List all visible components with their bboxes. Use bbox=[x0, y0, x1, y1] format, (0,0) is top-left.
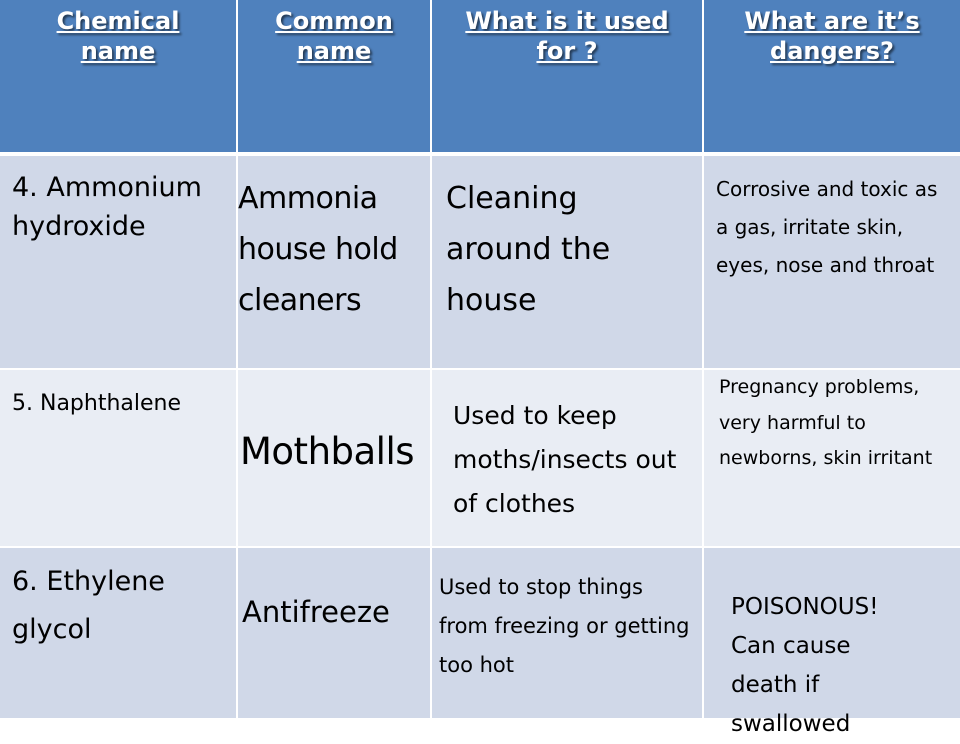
use-text: Used to keep moths/insects out of clothes bbox=[453, 401, 677, 518]
danger-text: POISONOUS! Can cause death if swallowed bbox=[731, 594, 879, 737]
chemical-name-text: 6. Ethylene glycol bbox=[12, 566, 165, 645]
table-row-6-use-cell bbox=[432, 548, 704, 720]
danger-text: Pregnancy problems, very harmful to newborns, skin irritant bbox=[719, 376, 933, 469]
table-row-5-chemical-cell bbox=[0, 370, 238, 548]
table-row-4-common-cell bbox=[238, 156, 432, 370]
header-common-name: Common name bbox=[238, 0, 432, 156]
use-text: Used to stop things from freezing or getting too hot bbox=[439, 575, 690, 677]
danger-text: Corrosive and toxic as a gas, irritate skin, eyes, nose and throat bbox=[716, 177, 938, 277]
table-row-6-danger-cell bbox=[704, 548, 960, 737]
table-row-4-chemical-cell bbox=[0, 156, 238, 370]
use-text: Cleaning around the house bbox=[446, 181, 611, 318]
table-row-5-use-cell bbox=[432, 370, 704, 548]
common-name-text: Mothballs bbox=[240, 430, 415, 473]
chemical-name-text: 4. Ammonium hydroxide bbox=[12, 172, 202, 242]
table-row-5-common-cell bbox=[238, 370, 432, 548]
table-row-6-chemical-cell bbox=[0, 548, 238, 720]
table-row-6-common-cell bbox=[238, 548, 432, 720]
common-name-text: Antifreeze bbox=[242, 595, 390, 629]
table-row-5-danger-cell bbox=[704, 370, 960, 548]
header-chemical-name: Chemical name bbox=[0, 0, 238, 156]
table-row-4-use-cell bbox=[432, 156, 704, 370]
header-used-for: What is it used for ? bbox=[432, 0, 704, 156]
header-dangers: What are it’s dangers? bbox=[704, 0, 960, 156]
common-name-text: Ammonia house hold cleaners bbox=[238, 181, 398, 318]
chemical-name-text: 5. Naphthalene bbox=[12, 391, 182, 416]
table-row-4-danger-cell bbox=[704, 156, 960, 370]
